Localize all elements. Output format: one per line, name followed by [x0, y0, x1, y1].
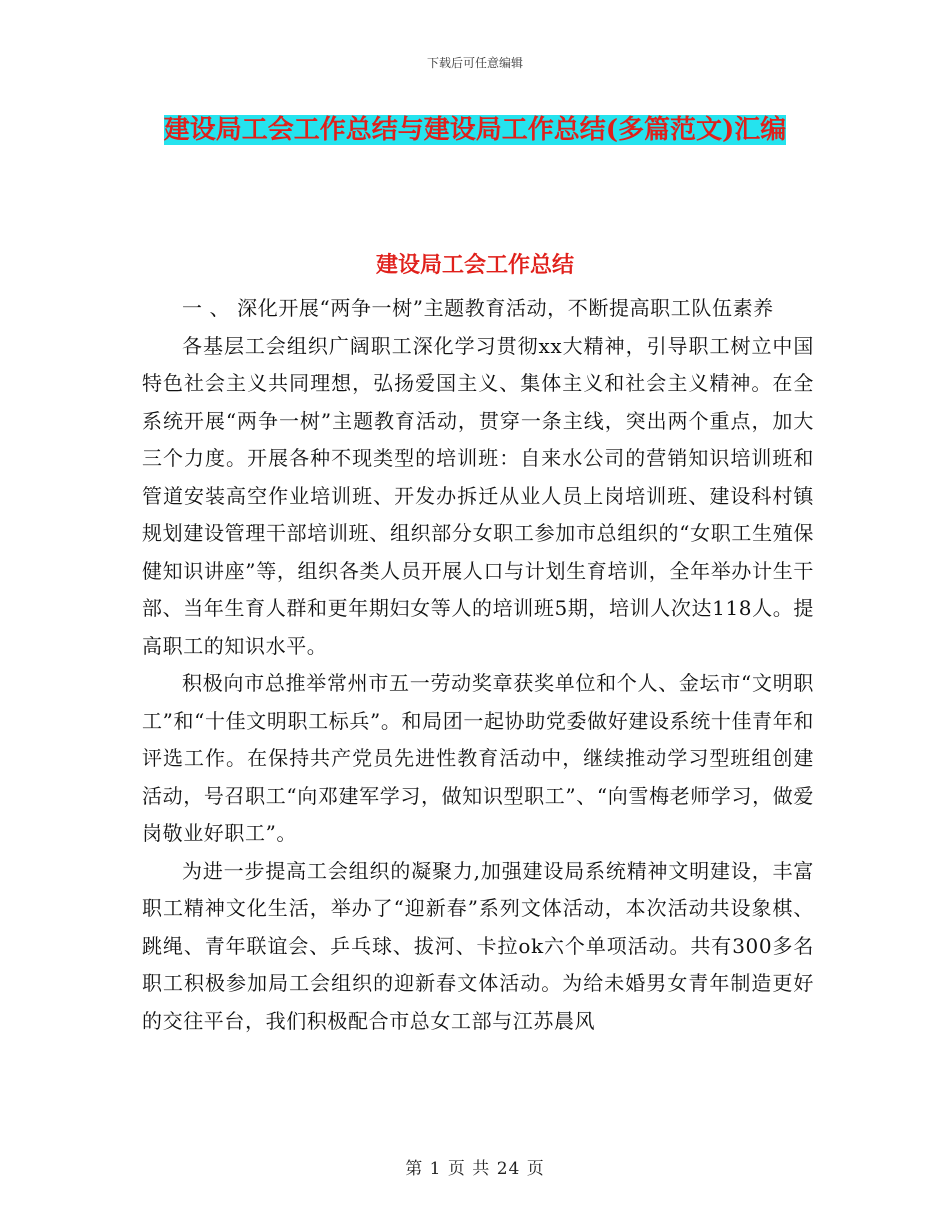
document-title-text: 建设局工会工作总结与建设局工作总结(多篇范文)汇编 — [163, 115, 787, 145]
paragraph-1: 一 、 深化开展“两争一树”主题教育活动，不断提高职工队伍素养 — [182, 296, 774, 320]
paragraph-4: 为进一步提高工会组织的凝聚力,加强建设局系统精神文明建设，丰富职工精神文化生活，举办了“迎新春”系列文体活动，本次活动共设象棋、跳绳、青年联谊会、乒乓球、拔河、卡拉ok六个单项活动。共有300多名职工积极参加局工会组织的迎新春文体活动。为给未婚男女青年制造更好的交往平台，我们积极配合市总女工部与江苏晨风 — [142, 858, 814, 1033]
section-heading: 建设局工会工作总结 — [375, 252, 574, 278]
page-number: 第 1 页 共 24 页 — [405, 1159, 545, 1179]
paragraph-2: 各基层工会组织广阔职工深化学习贯彻xx大精神，引导职工树立中国特色社会主义共同理想，弘扬爱国主义、集体主义和社会主义精神。在全系统开展“两争一树”主题教育活动，贯穿一条主线，突出两个重点，加大三个力度。开展各种不现类型的培训班：自来水公司的营销知识培训班和管道安装高空作业培训班、开发办拆迁从业人员上岗培训班、建设科村镇规划建设管理干部培训班、组织部分女职工参加市总组织的“女职工生殖保健知识讲座”等，组织各类人员开展人口与计划生育培训，全年举办计生干部、当年生育人群和更年期妇女等人的培训班5期，培训人次达118人。提高职工的知识水平。 — [142, 333, 814, 658]
document-title — [140, 108, 810, 152]
paragraph-3: 积极向市总推举常州市五一劳动奖章获奖单位和个人、金坛市“文明职工”和“十佳文明职工标兵”。和局团一起协助党委做好建设系统十佳青年和评选工作。在保持共产党员先进性教育活动中，继续推动学习型班组创建活动，号召职工“向邓建军学习，做知识型职工”、“向雪梅老师学习，做爱岗敬业好职工”。 — [142, 671, 814, 845]
document-body — [142, 290, 814, 1040]
header-note: 下载后可任意编辑 — [426, 56, 523, 70]
